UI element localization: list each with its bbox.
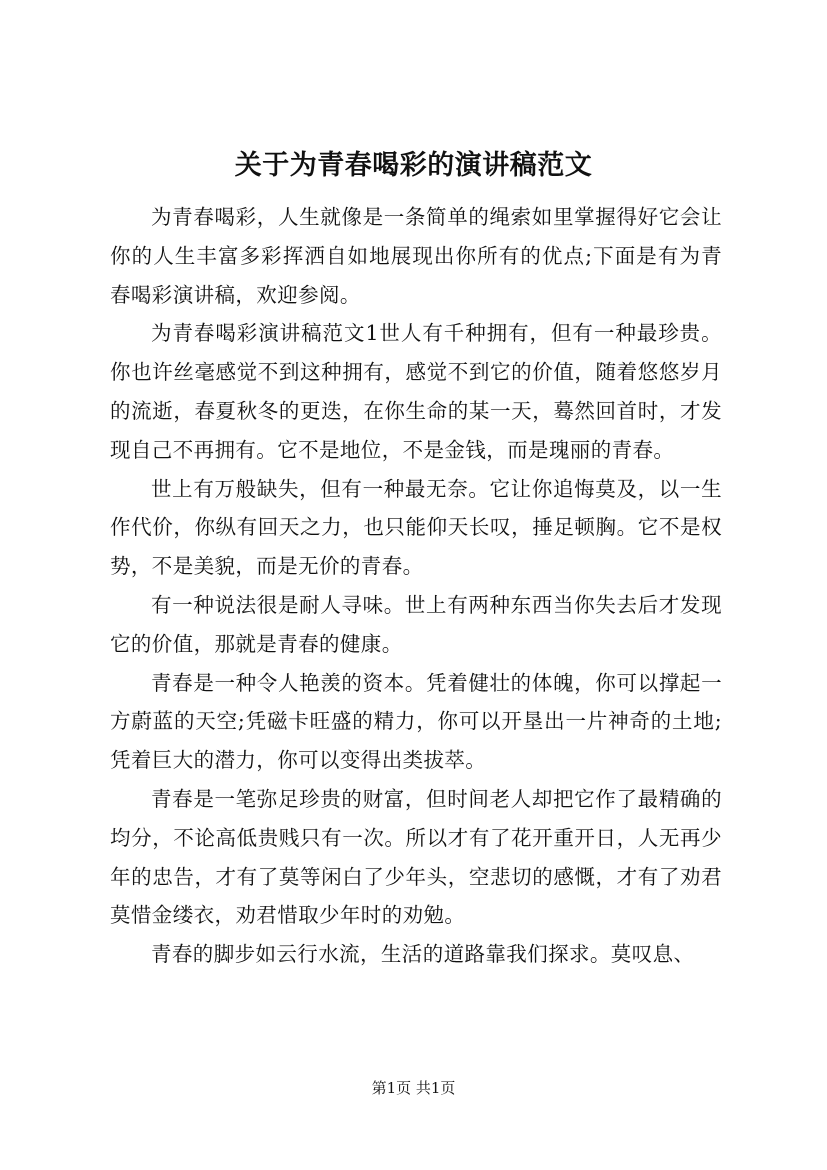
paragraph-7: 青春的脚步如云行水流，生活的道路靠我们探求。莫叹息、 xyxy=(151,942,695,967)
paragraph-1: 为青春喝彩，人生就像是一条简单的绳索如里掌握得好它会让你的人生丰富多彩挥洒自如地展现出你所有的优点;下面是有为青春喝彩演讲稿，欢迎参阅。 xyxy=(110,205,722,307)
paragraph-3: 世上有万般缺失，但有一种最无奈。它让你追悔莫及，以一生作代价，你纵有回天之力，也只能仰天长叹，捶足顿胸。它不是权势，不是美貌，而是无价的青春。 xyxy=(110,476,722,579)
paragraph-6: 青春是一笔弥足珍贵的财富，但时间老人却把它作了最精确的均分，不论高低贵贱只有一次。所以才有了花开重开日，人无再少年的忠告，才有了莫等闲白了少年头，空悲切的感慨，才有了劝君莫惜金缕衣，劝君惜取少年时的劝勉。 xyxy=(110,786,722,928)
paragraph-2: 为青春喝彩演讲稿范文1世人有千种拥有，但有一种最珍贵。你也许丝毫感觉不到这种拥有，感觉不到它的价值，随着悠悠岁月的流逝，春夏秋冬的更迭，在你生命的某一天，蓦然回首时，才发现自己不再拥有。它不是地位，不是金钱，而是瑰丽的青春。 xyxy=(110,321,722,462)
document-body xyxy=(110,198,722,974)
document-title: 关于为青春喝彩的演讲稿范文 xyxy=(234,150,593,181)
paragraph-5: 青春是一种令人艳羡的资本。凭着健壮的体魄，你可以撑起一方蔚蓝的天空;凭磁卡旺盛的精力，你可以开垦出一片神奇的土地;凭着巨大的潜力，你可以变得出类拔萃。 xyxy=(110,670,722,773)
paragraph-4: 有一种说法很是耐人寻味。世上有两种东西当你失去后才发现它的价值，那就是青春的健康。 xyxy=(110,592,722,656)
page-footer: 第1页 共1页 xyxy=(371,1079,456,1097)
